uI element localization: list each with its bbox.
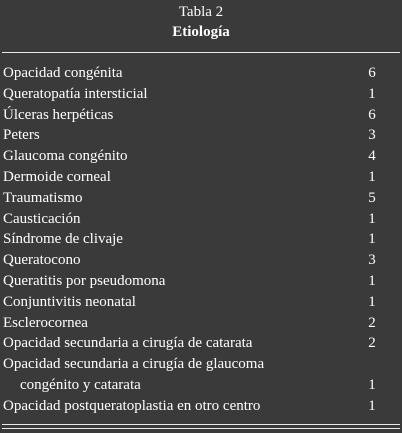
row-label: Queratopatía intersticial [3, 85, 148, 102]
table-row [0, 313, 402, 334]
table-row [0, 167, 402, 188]
row-value: 5 [368, 189, 376, 206]
row-label: Dermoide corneal [3, 168, 111, 185]
row-label: Glaucoma congénito [3, 148, 128, 165]
row-value: 1 [368, 397, 376, 414]
table-row [0, 63, 402, 84]
table-row [0, 396, 402, 417]
table-row [0, 375, 402, 396]
table-row [0, 84, 402, 105]
row-label: Opacidad postqueratoplastia en otro centro [3, 397, 261, 414]
table-row [0, 250, 402, 271]
row-value: 1 [368, 272, 376, 289]
row-value: 1 [368, 376, 376, 393]
row-label: Opacidad congénita [3, 65, 123, 81]
table-row [0, 188, 402, 209]
row-value: 1 [368, 168, 376, 185]
table-row [0, 354, 402, 375]
table-row [0, 146, 402, 167]
row-label: Síndrome de clivaje [3, 231, 123, 248]
table-caption [0, 0, 402, 42]
row-label: Traumatismo [3, 189, 83, 206]
bottom-rule [2, 424, 400, 425]
table-row [0, 229, 402, 250]
row-value: 6 [368, 65, 376, 81]
table-row [0, 333, 402, 354]
table-title: Tabla 2 [178, 4, 224, 20]
table-subtitle: Etiología [172, 24, 230, 40]
row-value: 3 [368, 252, 376, 269]
row-value: 1 [368, 210, 376, 227]
row-label: Causticación [3, 210, 81, 227]
row-value: 2 [368, 335, 376, 352]
table-body [0, 63, 402, 417]
row-label-continued: congénito y catarata [20, 376, 141, 393]
row-label: Esclerocornea [3, 314, 88, 331]
table-row [0, 105, 402, 126]
row-label: Opacidad secundaria a cirugía de catarata [3, 335, 253, 352]
row-label: Queratocono [3, 252, 81, 269]
table-row [0, 125, 402, 146]
row-value: 1 [368, 293, 376, 310]
table-row [0, 209, 402, 230]
table-row [0, 271, 402, 292]
row-label: Opacidad secundaria a cirugía de glaucoma [3, 356, 265, 373]
row-label: Peters [3, 127, 40, 144]
bottom-rule-double [2, 428, 400, 429]
top-rule [2, 52, 400, 53]
row-value: 6 [368, 106, 376, 123]
row-value: 1 [368, 231, 376, 248]
row-value: 4 [368, 148, 376, 165]
row-label: Úlceras herpéticas [3, 106, 114, 123]
row-value: 3 [368, 127, 376, 144]
row-value: 2 [368, 314, 376, 331]
row-label: Queratitis por pseudomona [3, 272, 166, 289]
row-label: Conjuntivitis neonatal [3, 293, 136, 310]
table-row [0, 292, 402, 313]
row-value: 1 [368, 85, 376, 102]
